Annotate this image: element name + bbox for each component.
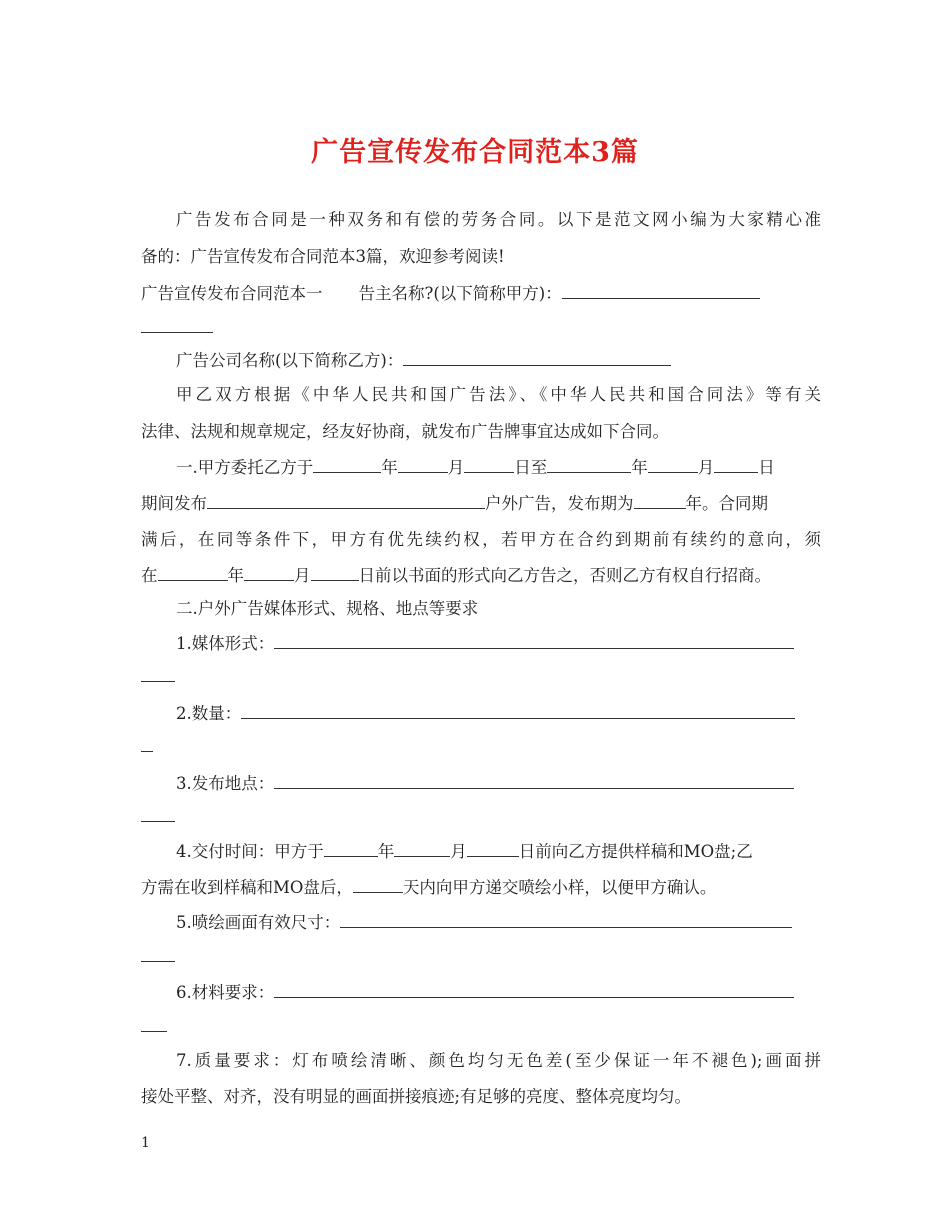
party-a-label: 告主名称?(以下简称甲方)：: [358, 284, 562, 303]
intro-line-2: 备的：广告宣传发布合同范本3篇，欢迎参考阅读!: [141, 247, 505, 266]
law-line-2: 法律、法规和规章规定，经友好协商，就发布广告牌事宜达成如下合同。: [141, 422, 669, 441]
clause1-line-2: 期间发布 户外广告，发布期为 年。合同期: [141, 494, 768, 513]
party-a-blank: [562, 282, 760, 299]
item7-line-1: 7.质量要求：灯布喷绘清晰、颜色均匀无色差(至少保证一年不褪色);画面拼: [176, 1051, 821, 1070]
law-line-1: 甲乙双方根据《中华人民共和国广告法》、《中华人民共和国合同法》等有关: [176, 385, 821, 404]
intro-line-1: 广告发布合同是一种双务和有偿的劳务合同。以下是范文网小编为大家精心准: [176, 210, 821, 229]
clause2-heading: 二.户外广告媒体形式、规格、地点等要求: [176, 599, 479, 618]
document-title: 广告宣传发布合同范本3篇: [311, 137, 639, 168]
clause1-line-3: 满后，在同等条件下，甲方有优先续约权，若甲方在合约到期前有续约的意向，须: [141, 530, 821, 549]
item3-line: 3.发布地点：: [176, 772, 821, 796]
party-b-line: [176, 349, 821, 373]
clause1-line-4: 在 年 月 日前以书面的形式向乙方告之，否则乙方有权自行招商。: [141, 566, 771, 585]
item7-line-2: 接处平整、对齐，没有明显的画面拼接痕迹;有足够的亮度、整体亮度均匀。: [141, 1087, 692, 1106]
item4-line-2: 方需在收到样稿和MO盘后， 天内向甲方递交喷绘小样，以便甲方确认。: [141, 878, 717, 897]
party-b-blank: [403, 349, 671, 366]
item2-line: 2.数量：: [176, 702, 821, 726]
page-number: 1: [141, 1135, 150, 1151]
item6-line: 6.材料要求：: [176, 981, 821, 1005]
item1-line: 1.媒体形式：: [176, 632, 821, 656]
item5-line: 5.喷绘画面有效尺寸：: [176, 911, 821, 935]
clause1-line-1: 一.甲方委托乙方于 年 月 日至 年 月 日: [176, 458, 775, 477]
party-b-label: 广告公司名称(以下简称乙方)：: [176, 351, 404, 370]
item4-line-1: 4.交付时间：甲方于 年 月 日前向乙方提供样稿和MO盘;乙: [176, 842, 753, 861]
contract-heading-line: [141, 282, 821, 306]
party-a-blank-wrap: [141, 316, 821, 340]
contract-heading: 广告宣传发布合同范本一: [141, 284, 323, 303]
